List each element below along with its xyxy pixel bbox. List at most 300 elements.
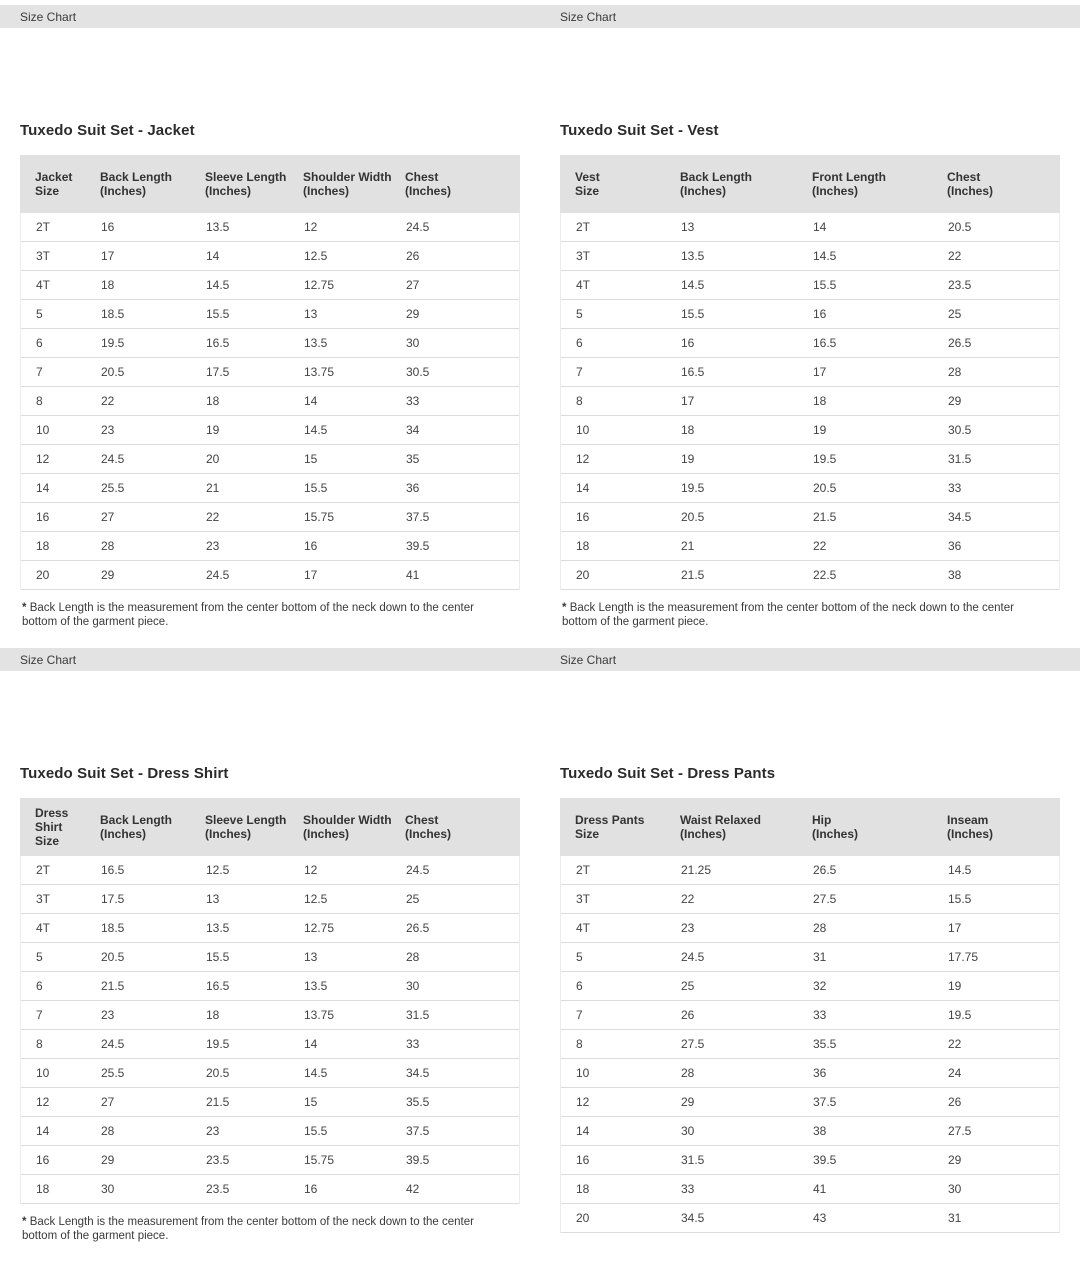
table-cell: 28 <box>406 950 420 964</box>
table-cell: 16 <box>101 220 115 234</box>
table-cell: 6 <box>576 336 583 350</box>
table-row <box>21 242 519 271</box>
table-cell: 14 <box>36 1124 50 1138</box>
table-cell: 23 <box>101 423 115 437</box>
column-header: Dress Shirt Size <box>35 806 69 848</box>
table-cell: 17 <box>101 249 115 263</box>
table-row <box>21 856 519 885</box>
table-cell: 39.5 <box>406 539 430 553</box>
table-cell: 19.5 <box>101 336 125 350</box>
table-row <box>561 972 1059 1001</box>
table-cell: 14 <box>304 394 318 408</box>
table-row <box>561 1059 1059 1088</box>
table-cell: 12.5 <box>304 892 328 906</box>
table-row <box>21 445 519 474</box>
table-cell: 16 <box>304 539 318 553</box>
table-cell: 29 <box>101 1153 115 1167</box>
table-cell: 14 <box>576 1124 590 1138</box>
table-cell: 21 <box>681 539 695 553</box>
table-cell: 31.5 <box>406 1008 430 1022</box>
table-row <box>21 213 519 242</box>
table-row <box>21 561 519 590</box>
table-cell: 15.5 <box>813 278 837 292</box>
table-cell: 2T <box>576 220 591 234</box>
table-header-row <box>560 798 1060 856</box>
section-title-jacket: Tuxedo Suit Set - Jacket <box>20 122 195 139</box>
column-header: Sleeve Length (Inches) <box>205 813 287 841</box>
table-cell: 18 <box>576 1182 590 1196</box>
table-cell: 22.5 <box>813 568 837 582</box>
table-row <box>21 943 519 972</box>
table-cell: 14.5 <box>304 423 328 437</box>
table-cell: 2T <box>36 220 51 234</box>
table-cell: 18.5 <box>101 921 125 935</box>
table-cell: 13.5 <box>681 249 705 263</box>
table-header-row <box>560 155 1060 213</box>
table-cell: 26 <box>406 249 420 263</box>
table-cell: 33 <box>813 1008 827 1022</box>
table-cell: 3T <box>36 249 51 263</box>
section-title-dress-shirt: Tuxedo Suit Set - Dress Shirt <box>20 765 229 782</box>
table-cell: 22 <box>681 892 695 906</box>
size-chart-bar-label: Size Chart <box>20 9 77 24</box>
table-row <box>561 1175 1059 1204</box>
column-header: Shoulder Width (Inches) <box>303 813 392 841</box>
table-cell: 22 <box>948 1037 962 1051</box>
table-row <box>561 300 1059 329</box>
column-header: Jacket Size <box>35 170 73 198</box>
footnote-text: Back Length is the measurement from the center bottom of the neck down to the center bottom of the garment piece. <box>22 602 474 628</box>
table-cell: 8 <box>36 1037 43 1051</box>
table-cell: 20.5 <box>101 365 125 379</box>
table-row <box>21 1088 519 1117</box>
footnote-asterisk: * <box>22 602 27 614</box>
table-cell: 13.5 <box>304 979 328 993</box>
table-row <box>561 474 1059 503</box>
table-cell: 13.5 <box>304 336 328 350</box>
dress-pants-size-table <box>560 798 1060 1233</box>
table-cell: 19 <box>948 979 962 993</box>
table-cell: 17 <box>304 568 318 582</box>
table-cell: 19.5 <box>813 452 837 466</box>
table-cell: 13 <box>206 892 220 906</box>
table-cell: 30 <box>406 336 420 350</box>
column-header: Shoulder Width (Inches) <box>303 170 392 198</box>
table-cell: 18.5 <box>101 307 125 321</box>
table-cell: 3T <box>36 892 51 906</box>
table-row <box>561 242 1059 271</box>
table-body <box>560 213 1060 590</box>
table-cell: 19.5 <box>681 481 705 495</box>
table-cell: 16 <box>576 510 590 524</box>
back-length-footnote <box>20 1215 508 1243</box>
table-cell: 17 <box>681 394 695 408</box>
table-cell: 30.5 <box>948 423 972 437</box>
table-cell: 22 <box>101 394 115 408</box>
table-cell: 29 <box>681 1095 695 1109</box>
table-cell: 7 <box>576 1008 583 1022</box>
table-cell: 6 <box>576 979 583 993</box>
table-cell: 29 <box>948 1153 962 1167</box>
footnote-text: Back Length is the measurement from the center bottom of the neck down to the center bottom of the garment piece. <box>562 602 1014 628</box>
table-row <box>561 885 1059 914</box>
table-cell: 14 <box>576 481 590 495</box>
table-cell: 12.75 <box>304 278 335 292</box>
table-row <box>561 561 1059 590</box>
column-header: Waist Relaxed (Inches) <box>680 813 761 841</box>
table-cell: 33 <box>681 1182 695 1196</box>
table-cell: 21.5 <box>206 1095 230 1109</box>
column-header: Chest (Inches) <box>405 813 452 841</box>
size-chart-bar-top <box>0 5 1080 28</box>
table-cell: 14.5 <box>206 278 230 292</box>
table-row <box>561 416 1059 445</box>
section-jacket <box>20 122 520 629</box>
table-row <box>561 1030 1059 1059</box>
table-cell: 29 <box>948 394 962 408</box>
table-row <box>21 358 519 387</box>
vest-size-table <box>560 155 1060 590</box>
table-cell: 15.75 <box>304 510 335 524</box>
table-cell: 5 <box>36 307 43 321</box>
table-cell: 19 <box>813 423 827 437</box>
table-cell: 12 <box>304 220 318 234</box>
table-cell: 39.5 <box>406 1153 430 1167</box>
table-cell: 41 <box>406 568 420 582</box>
table-row <box>21 972 519 1001</box>
table-cell: 28 <box>948 365 962 379</box>
table-header-row <box>20 155 520 213</box>
table-cell: 13 <box>304 950 318 964</box>
column-header: Chest (Inches) <box>947 170 994 198</box>
table-cell: 13 <box>681 220 695 234</box>
table-cell: 15.5 <box>681 307 705 321</box>
table-cell: 2T <box>36 863 51 877</box>
footnote-text: Back Length is the measurement from the center bottom of the neck down to the center bottom of the garment piece. <box>22 1216 474 1242</box>
table-row <box>21 1059 519 1088</box>
table-cell: 23 <box>681 921 695 935</box>
table-cell: 26.5 <box>813 863 837 877</box>
table-row <box>21 1146 519 1175</box>
table-row <box>21 914 519 943</box>
footnote-asterisk: * <box>22 1216 27 1228</box>
table-cell: 16 <box>576 1153 590 1167</box>
table-cell: 18 <box>813 394 827 408</box>
table-cell: 13.5 <box>206 220 230 234</box>
table-row <box>21 271 519 300</box>
table-row <box>561 358 1059 387</box>
table-cell: 12.5 <box>304 249 328 263</box>
table-cell: 18 <box>101 278 115 292</box>
table-cell: 26 <box>948 1095 962 1109</box>
table-cell: 30.5 <box>406 365 430 379</box>
table-cell: 4T <box>576 278 591 292</box>
table-cell: 12 <box>304 863 318 877</box>
table-row <box>21 1117 519 1146</box>
table-cell: 10 <box>576 423 590 437</box>
table-cell: 23 <box>206 539 220 553</box>
table-cell: 12.75 <box>304 921 335 935</box>
table-cell: 16 <box>304 1182 318 1196</box>
table-cell: 12 <box>36 452 50 466</box>
table-cell: 5 <box>36 950 43 964</box>
table-cell: 21.5 <box>101 979 125 993</box>
table-cell: 3T <box>576 892 591 906</box>
size-chart-bar-label: Size Chart <box>560 9 617 24</box>
table-cell: 18 <box>36 539 50 553</box>
table-cell: 29 <box>406 307 420 321</box>
section-dress-shirt <box>20 765 520 1243</box>
table-row <box>21 1175 519 1204</box>
table-cell: 20.5 <box>681 510 705 524</box>
table-row <box>561 943 1059 972</box>
table-cell: 27 <box>406 278 420 292</box>
column-header: Inseam (Inches) <box>947 813 994 841</box>
table-cell: 19 <box>681 452 695 466</box>
table-cell: 15.5 <box>304 481 328 495</box>
table-cell: 25 <box>681 979 695 993</box>
table-cell: 7 <box>36 1008 43 1022</box>
table-cell: 19.5 <box>948 1008 972 1022</box>
table-cell: 24 <box>948 1066 962 1080</box>
table-cell: 14.5 <box>681 278 705 292</box>
table-cell: 3T <box>576 249 591 263</box>
table-row <box>561 532 1059 561</box>
table-cell: 12 <box>576 1095 590 1109</box>
table-cell: 32 <box>813 979 827 993</box>
table-cell: 18 <box>206 394 220 408</box>
table-cell: 23 <box>206 1124 220 1138</box>
table-cell: 21.5 <box>681 568 705 582</box>
table-cell: 15.5 <box>948 892 972 906</box>
table-cell: 10 <box>36 1066 50 1080</box>
table-row <box>561 1001 1059 1030</box>
table-cell: 16.5 <box>681 365 705 379</box>
table-cell: 18 <box>206 1008 220 1022</box>
dress-shirt-size-table <box>20 798 520 1204</box>
table-cell: 24.5 <box>101 452 125 466</box>
table-cell: 15.5 <box>206 950 230 964</box>
column-header: Back Length (Inches) <box>100 813 173 841</box>
table-cell: 21.5 <box>813 510 837 524</box>
table-cell: 16 <box>36 1153 50 1167</box>
table-cell: 33 <box>406 394 420 408</box>
table-row <box>21 474 519 503</box>
table-row <box>561 914 1059 943</box>
table-cell: 38 <box>813 1124 827 1138</box>
size-chart-bar-label: Size Chart <box>20 652 77 667</box>
table-cell: 20 <box>576 568 590 582</box>
column-header: Vest Size <box>575 170 600 198</box>
table-cell: 15 <box>304 452 318 466</box>
table-cell: 43 <box>813 1211 827 1225</box>
table-cell: 15.75 <box>304 1153 335 1167</box>
table-cell: 42 <box>406 1182 420 1196</box>
table-cell: 13.75 <box>304 365 335 379</box>
table-row <box>561 445 1059 474</box>
table-cell: 26 <box>681 1008 695 1022</box>
table-cell: 23.5 <box>206 1182 230 1196</box>
table-cell: 28 <box>813 921 827 935</box>
table-cell: 17.75 <box>948 950 979 964</box>
table-cell: 14 <box>36 481 50 495</box>
table-cell: 33 <box>406 1037 420 1051</box>
table-row <box>561 1088 1059 1117</box>
table-row <box>561 856 1059 885</box>
table-cell: 30 <box>406 979 420 993</box>
section-dress-pants <box>560 765 1060 1233</box>
table-cell: 14.5 <box>948 863 972 877</box>
column-header: Front Length (Inches) <box>812 170 886 198</box>
table-cell: 16.5 <box>206 979 230 993</box>
table-row <box>21 329 519 358</box>
table-row <box>561 213 1059 242</box>
table-cell: 10 <box>576 1066 590 1080</box>
table-cell: 37.5 <box>406 510 430 524</box>
table-cell: 5 <box>576 307 583 321</box>
table-row <box>21 885 519 914</box>
table-cell: 24.5 <box>681 950 705 964</box>
table-cell: 21 <box>206 481 220 495</box>
table-cell: 23.5 <box>206 1153 230 1167</box>
table-cell: 30 <box>948 1182 962 1196</box>
table-cell: 15.5 <box>304 1124 328 1138</box>
table-cell: 7 <box>36 365 43 379</box>
table-row <box>561 503 1059 532</box>
table-cell: 21.25 <box>681 863 712 877</box>
table-cell: 30 <box>681 1124 695 1138</box>
table-cell: 23.5 <box>948 278 972 292</box>
table-cell: 12 <box>576 452 590 466</box>
table-cell: 20.5 <box>206 1066 230 1080</box>
table-row <box>561 329 1059 358</box>
table-cell: 37.5 <box>406 1124 430 1138</box>
table-cell: 28 <box>101 1124 115 1138</box>
table-cell: 34.5 <box>406 1066 430 1080</box>
table-cell: 16.5 <box>101 863 125 877</box>
table-cell: 25.5 <box>101 481 125 495</box>
table-cell: 16.5 <box>206 336 230 350</box>
footnote-asterisk: * <box>562 602 567 614</box>
table-cell: 14 <box>304 1037 318 1051</box>
section-vest <box>560 122 1060 629</box>
table-cell: 16 <box>36 510 50 524</box>
table-cell: 20 <box>36 568 50 582</box>
table-row <box>561 1117 1059 1146</box>
table-cell: 23 <box>101 1008 115 1022</box>
table-row <box>561 387 1059 416</box>
table-cell: 22 <box>813 539 827 553</box>
table-cell: 4T <box>36 921 51 935</box>
table-cell: 20.5 <box>948 220 972 234</box>
section-title-dress-pants: Tuxedo Suit Set - Dress Pants <box>560 765 776 782</box>
table-cell: 25 <box>406 892 420 906</box>
table-cell: 20 <box>576 1211 590 1225</box>
table-cell: 20 <box>206 452 220 466</box>
size-chart-bar-middle <box>0 648 1080 671</box>
table-cell: 31.5 <box>948 452 972 466</box>
table-cell: 14 <box>206 249 220 263</box>
table-cell: 25.5 <box>101 1066 125 1080</box>
table-cell: 35 <box>406 452 420 466</box>
column-header: Back Length (Inches) <box>100 170 173 198</box>
table-cell: 18 <box>576 539 590 553</box>
table-cell: 36 <box>948 539 962 553</box>
table-header-row <box>20 798 520 856</box>
section-title-vest: Tuxedo Suit Set - Vest <box>560 122 719 139</box>
table-cell: 10 <box>36 423 50 437</box>
table-cell: 15.5 <box>206 307 230 321</box>
column-header: Sleeve Length (Inches) <box>205 170 287 198</box>
table-cell: 8 <box>36 394 43 408</box>
table-cell: 17 <box>948 921 962 935</box>
table-cell: 18 <box>681 423 695 437</box>
table-cell: 31 <box>948 1211 962 1225</box>
table-row <box>21 532 519 561</box>
table-cell: 26.5 <box>948 336 972 350</box>
column-header: Hip (Inches) <box>812 813 859 841</box>
table-cell: 24.5 <box>406 863 430 877</box>
table-cell: 8 <box>576 394 583 408</box>
table-cell: 13.75 <box>304 1008 335 1022</box>
table-row <box>21 503 519 532</box>
table-cell: 16 <box>681 336 695 350</box>
table-row <box>561 1146 1059 1175</box>
table-cell: 24.5 <box>101 1037 125 1051</box>
table-row <box>21 300 519 329</box>
table-cell: 16 <box>813 307 827 321</box>
table-cell: 6 <box>36 979 43 993</box>
table-cell: 28 <box>101 539 115 553</box>
table-cell: 41 <box>813 1182 827 1196</box>
table-cell: 24.5 <box>206 568 230 582</box>
table-cell: 19 <box>206 423 220 437</box>
table-cell: 14 <box>813 220 827 234</box>
back-length-footnote <box>560 601 1048 629</box>
table-cell: 27.5 <box>948 1124 972 1138</box>
table-body <box>560 856 1060 1233</box>
table-cell: 35.5 <box>406 1095 430 1109</box>
table-body <box>20 856 520 1204</box>
table-cell: 34.5 <box>681 1211 705 1225</box>
table-cell: 15 <box>304 1095 318 1109</box>
table-row <box>561 1204 1059 1233</box>
table-cell: 39.5 <box>813 1153 837 1167</box>
table-cell: 17 <box>813 365 827 379</box>
table-cell: 17.5 <box>206 365 230 379</box>
table-cell: 12.5 <box>206 863 230 877</box>
table-cell: 7 <box>576 365 583 379</box>
table-cell: 25 <box>948 307 962 321</box>
table-cell: 38 <box>948 568 962 582</box>
table-cell: 19.5 <box>206 1037 230 1051</box>
table-cell: 13.5 <box>206 921 230 935</box>
table-cell: 31 <box>813 950 827 964</box>
column-header: Dress Pants Size <box>575 813 645 841</box>
table-cell: 2T <box>576 863 591 877</box>
table-cell: 27 <box>101 1095 115 1109</box>
table-cell: 22 <box>206 510 220 524</box>
table-row <box>21 416 519 445</box>
table-cell: 27.5 <box>681 1037 705 1051</box>
table-cell: 34 <box>406 423 420 437</box>
table-cell: 16.5 <box>813 336 837 350</box>
table-cell: 20.5 <box>813 481 837 495</box>
table-cell: 34.5 <box>948 510 972 524</box>
back-length-footnote <box>20 601 508 629</box>
table-cell: 14.5 <box>304 1066 328 1080</box>
table-cell: 35.5 <box>813 1037 837 1051</box>
